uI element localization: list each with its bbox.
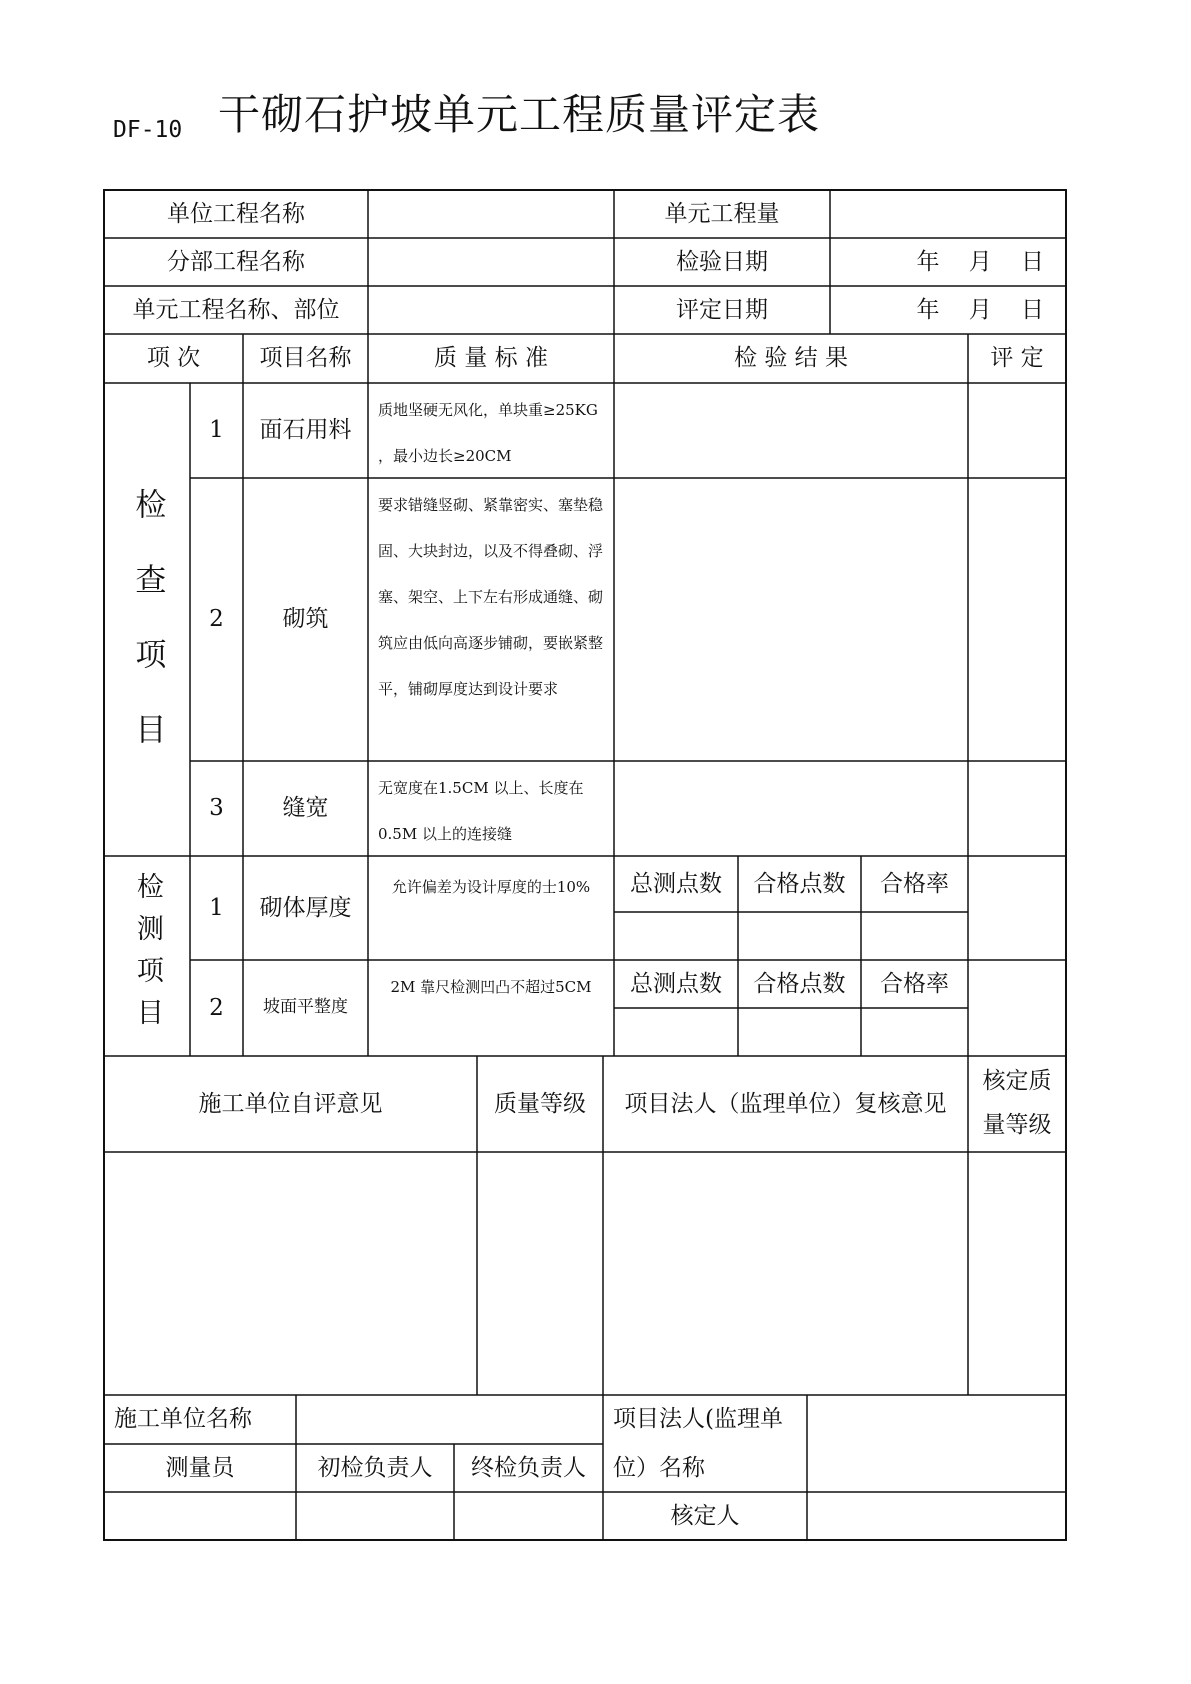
unit-project-name-label: 单位工程名称 <box>167 200 305 227</box>
contractor-name-label: 施工单位名称 <box>114 1406 252 1433</box>
column-standard: 质 量 标 准 <box>434 345 548 372</box>
check-items-group-label: 检查项目 <box>129 487 166 788</box>
check-item-2-no: 2 <box>209 606 224 633</box>
measure-items-group-label: 检测项目 <box>131 872 163 1040</box>
column-item-name: 项目名称 <box>259 345 352 372</box>
measure-item-1-qualified-points: 合格点数 <box>753 870 846 897</box>
measure-item-1-name: 砌体厚度 <box>259 894 352 921</box>
inspection-date-label: 检验日期 <box>676 248 768 275</box>
check-item-3-standard: 无宽度在1.5CM 以上、长度在0.5M 以上的连接缝 <box>378 779 584 843</box>
check-item-2-name: 砌筑 <box>282 606 329 633</box>
measure-item-2-qualified-points: 合格点数 <box>753 970 846 997</box>
measure-item-1-no: 1 <box>209 894 224 921</box>
element-quantity-label: 单元工程量 <box>664 200 780 227</box>
final-inspector-label: 终检负责人 <box>471 1454 586 1481</box>
review-opinion-label: 项目法人（监理单位）复核意见 <box>624 1090 947 1117</box>
column-seq: 项 次 <box>146 345 201 372</box>
self-assessment-label: 施工单位自评意见 <box>198 1090 383 1117</box>
evaluation-date-value: 年 月 日 <box>916 296 1044 323</box>
measure-item-2-standard: 2M 靠尺检测凹凸不超过5CM <box>390 978 592 996</box>
measure-item-1-standard: 允许偏差为设计厚度的士10% <box>391 878 591 896</box>
measure-item-2-no: 2 <box>209 994 224 1021</box>
page-title: 干砌石护坡单元工程质量评定表 <box>218 90 821 139</box>
column-result: 检 验 结 果 <box>734 345 848 372</box>
measure-item-1-pass-rate: 合格率 <box>880 870 949 897</box>
quality-grade-label: 质量等级 <box>494 1090 586 1117</box>
form-code: DF-10 <box>113 117 183 143</box>
initial-inspector-label: 初检负责人 <box>317 1454 433 1481</box>
measure-item-2-pass-rate: 合格率 <box>880 970 949 997</box>
sub-project-name-label: 分部工程名称 <box>167 248 305 275</box>
measure-item-1-total-points: 总测点数 <box>630 870 722 897</box>
column-evaluation: 评 定 <box>990 345 1044 372</box>
evaluation-date-label: 评定日期 <box>676 296 768 323</box>
surveyor-label: 测量员 <box>165 1454 235 1481</box>
measure-item-2-total-points: 总测点数 <box>630 970 722 997</box>
check-item-1-standard: 质地坚硬无风化，单块重≥25KG ，最小边长≥20CM <box>378 401 598 465</box>
check-item-1-name: 面石用料 <box>259 417 352 444</box>
element-name-location-label: 单元工程名称、部位 <box>132 296 340 323</box>
check-item-3-name: 缝宽 <box>282 795 329 822</box>
check-item-2-standard: 要求错缝竖砌、紧靠密实、塞垫稳固、大块封边，以及不得叠砌、浮塞、架空、上下左右形成通缝、砌筑应由低向高逐步铺砌，要嵌紧整平，铺砌厚度达到设计要求 <box>378 496 604 698</box>
measure-item-2-name: 坡面平整度 <box>263 997 348 1018</box>
inspection-date-value: 年 月 日 <box>916 248 1044 275</box>
check-item-1-no: 1 <box>209 417 224 444</box>
check-item-3-no: 3 <box>209 795 224 822</box>
verified-grade-label: 核定质量等级 <box>982 1068 1052 1138</box>
verifier-label: 核定人 <box>670 1502 740 1529</box>
owner-name-label: 项目法人(监理单位）名称 <box>613 1406 783 1481</box>
